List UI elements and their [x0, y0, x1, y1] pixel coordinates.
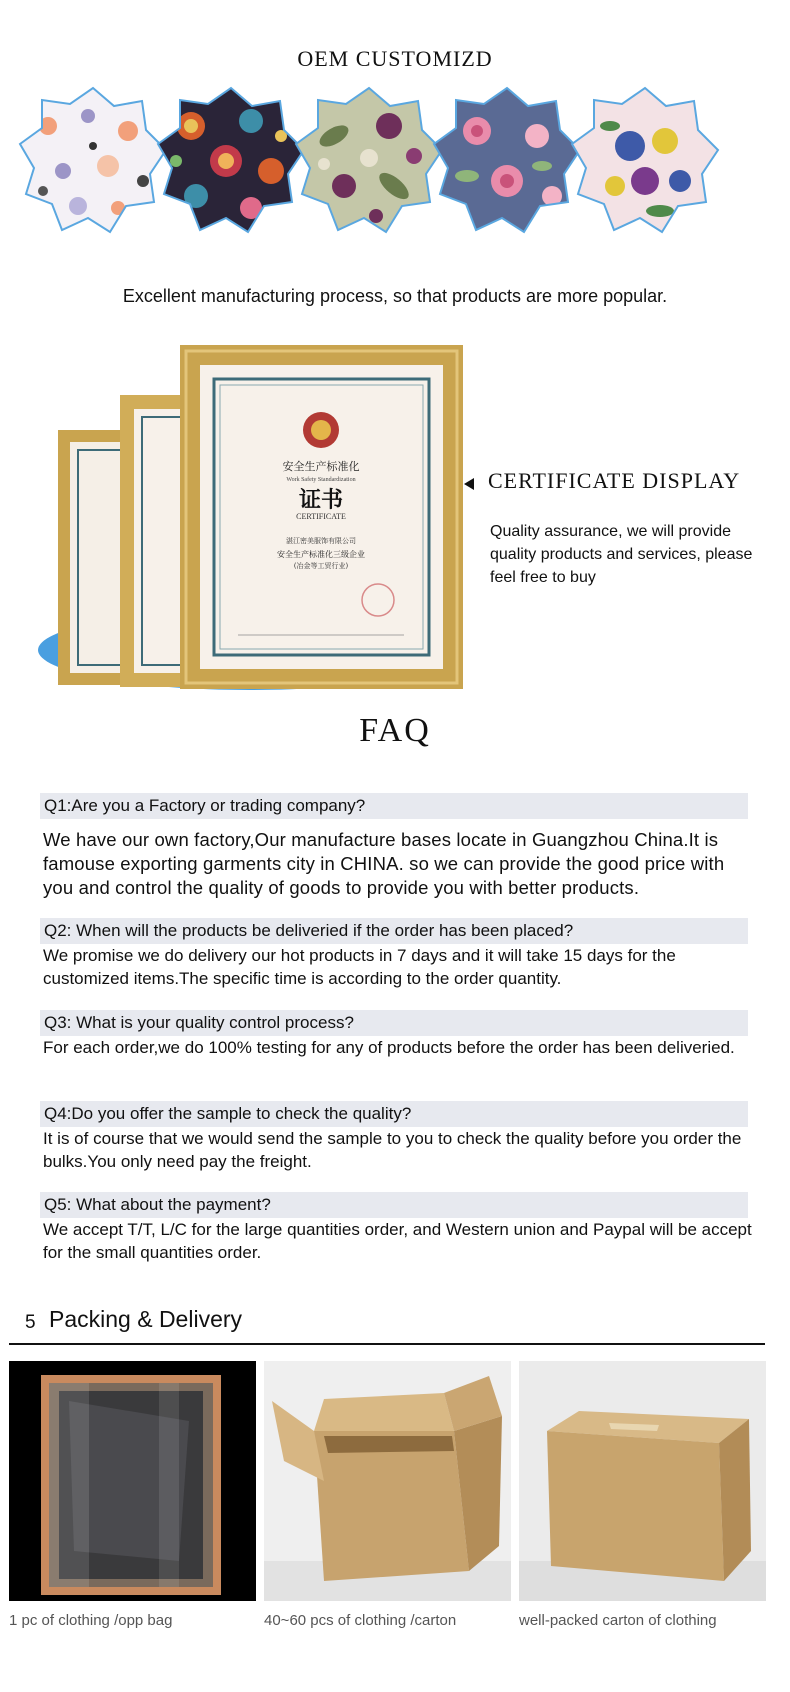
- floral-swatch-dark-paisley: [156, 86, 306, 236]
- packing-caption-2: 40~60 pcs of clothing /carton: [264, 1612, 457, 1629]
- certificate-description: Quality assurance, we will provide quality products and services, please feel free to buy: [490, 523, 753, 586]
- cert-industry-cn: (冶金等工贸行业): [293, 562, 349, 570]
- faq-answer-4: It is of course that we would send the sample to you to check the quality before you order the bulks.You only need pay the freight.: [43, 1129, 742, 1171]
- packing-caption-3: well-packed carton of clothing: [519, 1612, 717, 1629]
- faq-answer-5: We accept T/T, L/C for the large quantities order, and Western union and Paypal will be accept for the small quantities order.: [43, 1220, 752, 1262]
- open-carton-photo: [264, 1361, 511, 1601]
- manufacturing-caption: Excellent manufacturing process, so that products are more popular.: [122, 286, 668, 306]
- certificate-heading: CERTIFICATE DISPLAY: [488, 468, 741, 493]
- faq-question-1: Q1:Are you a Factory or trading company?: [40, 793, 748, 819]
- faq-answer-2: We promise we do delivery our hot products in 7 days and it will take 15 days for the customized items.The specific time is according to the order quantity.: [43, 946, 676, 988]
- cert-header-en: Work Safety Standardization: [286, 477, 356, 483]
- faq-question-2: Q2: When will the products be deliveried if the order has been placed?: [40, 918, 748, 944]
- cert-title-en: CERTIFICATE: [296, 512, 346, 521]
- cert-grade-cn: 安全生产标准化三级企业: [277, 550, 365, 559]
- faq-question-5: Q5: What about the payment?: [40, 1192, 748, 1218]
- opp-bag-photo: [9, 1361, 256, 1601]
- faq-question-4: Q4:Do you offer the sample to check the quality?: [40, 1101, 748, 1127]
- floral-swatch-pale-pansy: [570, 86, 720, 236]
- floral-swatch-navy-rose: [432, 86, 582, 236]
- cert-header-cn: 安全生产标准化: [282, 460, 360, 473]
- fabric-swatch-row: [18, 86, 778, 256]
- faq-title: FAQ: [359, 712, 431, 749]
- left-pointer-icon: [464, 478, 474, 490]
- section-number: 5: [25, 1312, 36, 1333]
- certificate-frames-image: [38, 345, 463, 697]
- packing-caption-1: 1 pc of clothing /opp bag: [9, 1612, 173, 1629]
- oem-title: OEM CUSTOMIZD: [297, 46, 493, 71]
- floral-swatch-white-peach: [18, 86, 168, 236]
- faq-answer-1: We have our own factory,Our manufacture bases locate in Guangzhou China.It is famouse exporting garments city in CHINA. so we can provide the good price with you and control the quality of goods to provide you with better products.: [43, 829, 725, 898]
- floral-swatch-sage-plum: [294, 86, 444, 236]
- cert-title-cn: 证书: [298, 487, 344, 513]
- cert-company-cn: 湛江密美服饰有限公司: [286, 537, 356, 545]
- faq-answer-3: For each order,we do 100% testing for any of products before the order has been deliveried.: [43, 1038, 735, 1057]
- packing-title: Packing & Delivery: [49, 1306, 243, 1332]
- section-divider: [9, 1343, 765, 1345]
- sealed-carton-photo: [519, 1361, 766, 1601]
- faq-question-3: Q3: What is your quality control process?: [40, 1010, 748, 1036]
